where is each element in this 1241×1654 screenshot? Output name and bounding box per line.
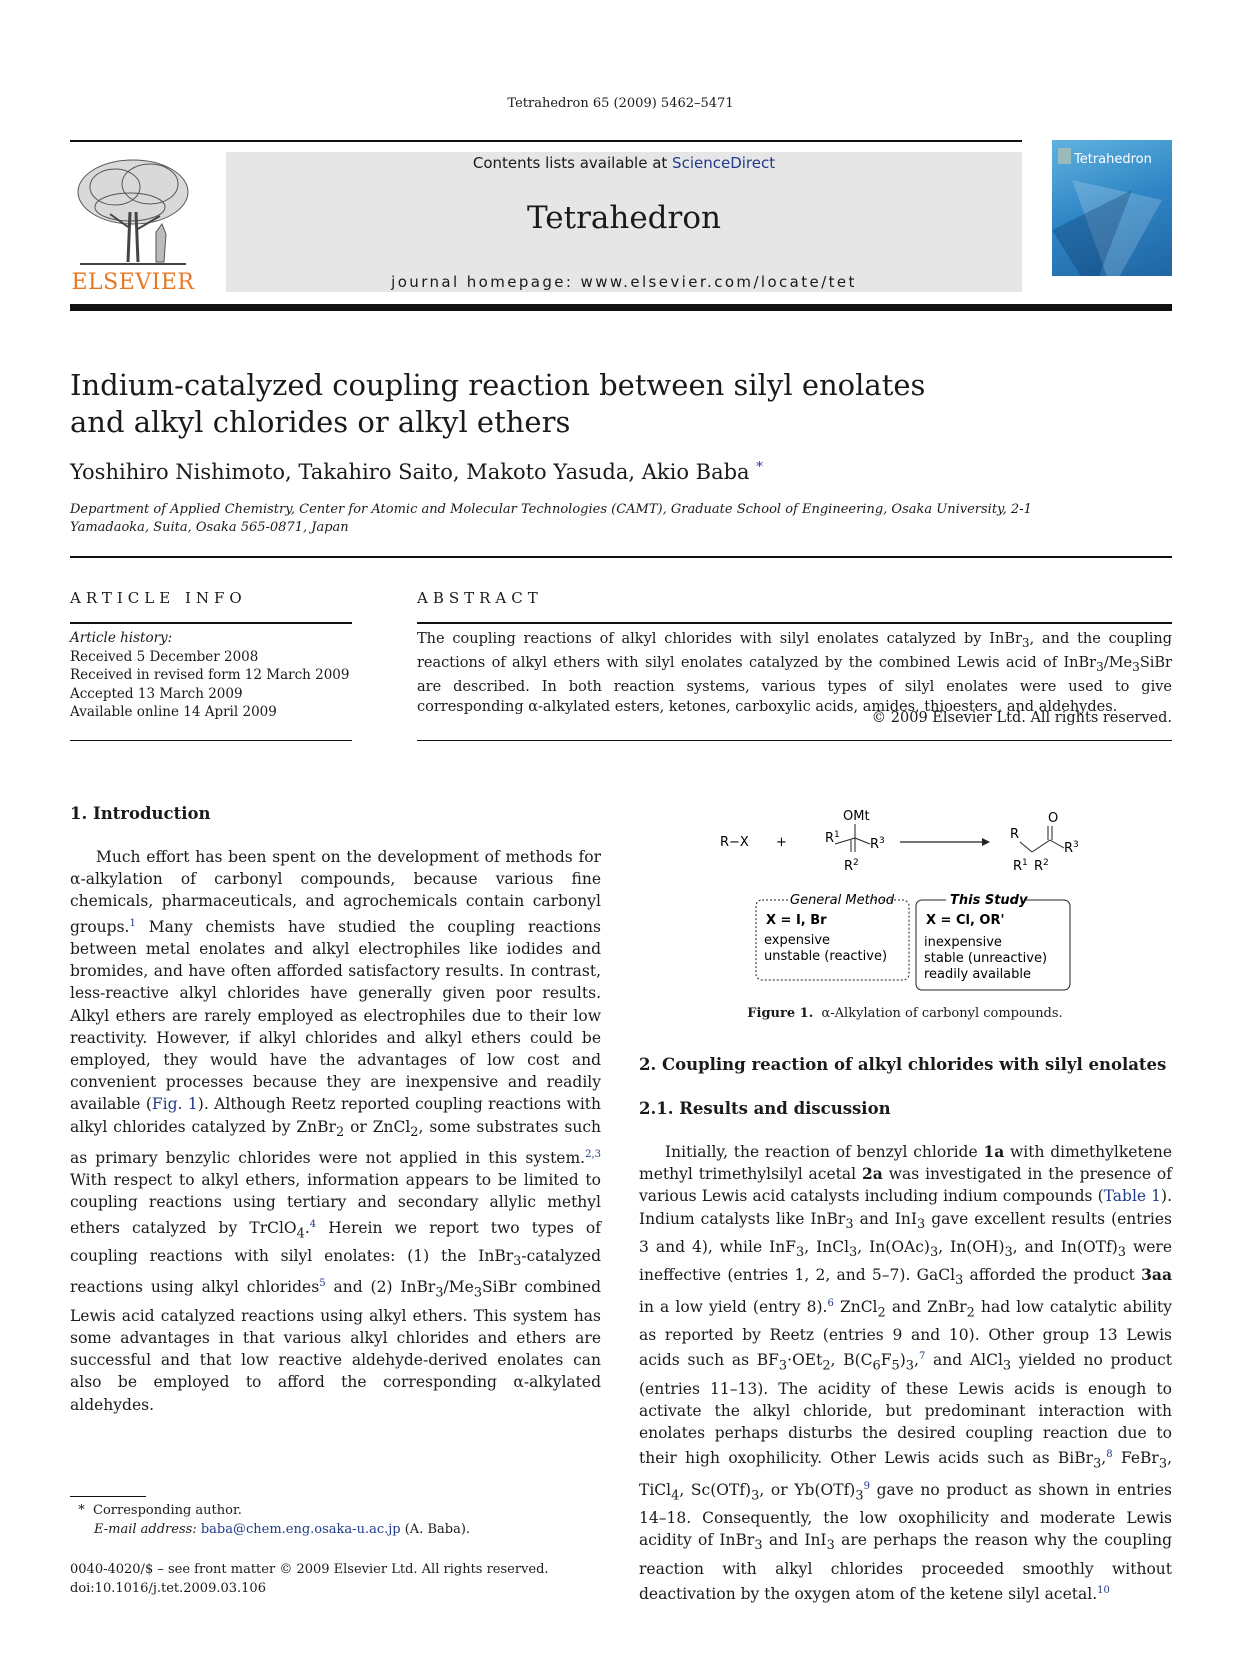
- article-info-rule-top: [70, 622, 352, 624]
- figure-ref-link[interactable]: Fig. 1: [151, 1095, 198, 1114]
- email-label: E-mail address:: [94, 1522, 197, 1537]
- header-rule-bottom: [70, 304, 1172, 311]
- this-study-line2: stable (unreactive): [924, 951, 1048, 966]
- general-method-x: X = I, Br: [766, 913, 827, 928]
- abstract-text: The coupling reactions of alkyl chlorides with silyl enolates catalyzed by InBr$_3$, and the coupling reactions of alkyl ethers with silyl enolates catalyzed by the combined Lewis acid of $InBr_3/Me_3SiBr$ are described. In both reaction systems, various types of silyl enolates were used to give corresponding α-alkylated esters, ketones, carboxylic acids, amides, thioesters, and aldehydes.: [417, 631, 1172, 715]
- issn-line: 0040-4020/$ – see front matter © 2009 Elsevier Ltd. All rights reserved.: [70, 1562, 549, 1577]
- omt-label: OMt: [843, 809, 870, 824]
- reaction-arrowhead: [982, 838, 990, 846]
- abstract-copyright: © 2009 Elsevier Ltd. All rights reserved.: [871, 710, 1172, 726]
- figure-caption-text: α-Alkylation of carbonyl compounds.: [821, 1006, 1063, 1021]
- this-study-line3: readily available: [924, 967, 1032, 982]
- figure-1-scheme: [720, 800, 1100, 1000]
- figure-1-caption: [640, 1006, 1170, 1021]
- table-ref-link[interactable]: Table 1: [1103, 1187, 1162, 1206]
- sciencedirect-link[interactable]: ScienceDirect: [672, 154, 776, 172]
- email-link[interactable]: baba@chem.eng.osaka-u.ac.jp: [200, 1522, 401, 1537]
- ref-link[interactable]: 8: [1106, 1449, 1113, 1461]
- this-study-x: X = Cl, OR': [926, 913, 1005, 928]
- journal-homepage[interactable]: journal homepage: www.elsevier.com/locate/tet: [391, 273, 857, 291]
- contents-prefix: Contents lists available at: [472, 154, 673, 172]
- journal-name: Tetrahedron: [527, 200, 721, 236]
- authors-text: Yoshihiro Nishimoto, Takahiro Saito, Makoto Yasuda, Akio Baba: [70, 460, 750, 484]
- front-matter: [70, 1560, 549, 1598]
- section-2-1-paragraph: Initially, the reaction of benzyl chloride 1a with dimethylketene methyl trimethylsilyl acetal 2a was investigated in the presence of various Lewis acid catalysts including indium compounds (Table 1). Indium catalysts like InBr$_3$ and InI$_3$ gave excellent results (entries 3 and 4), while InF$_3$, InCl$_3$, $In(OAc)_3$, $In(OH)_3$, and $In(OTf)_3$ were ineffective (entries 1, 2, and 5–7). GaCl$_3$ afforded the product 3aa in a low yield (entry 8).$^6$ ZnCl$_2$ and ZnBr$_2$ had low catalytic ability as reported by Reetz (entries 9 and 10). Other group 13 Lewis acids such as $BF_3\cdot OEt_2$, $B(C_6F_5)_3,^7$ and AlCl$_3$ yielded no product (entries 11–13). The acidity of these Lewis acids is enough to activate the alkyl chloride, but predominant interaction with enolates perhaps disturbs the desired coupling reaction due to their high oxophilicity. Other Lewis acids such as BiBr$_3$,$^8$ FeBr$_3$, TiCl$_4$, $Sc(OTf)_3$, or $Yb(OTf)_3^9$ gave no product as shown in entries 14–18. Consequently, the low oxophilicity and moderate Lewis acidity of InBr$_3$ and InI$_3$ are perhaps the reason why the coupling reaction with alkyl chlorides proceeded smoothly without deactivation by the oxygen atom of the ketene silyl acetal.$^{10}$: [639, 1142, 1173, 1603]
- affiliation-rule: [70, 556, 1172, 558]
- article-info-heading: ARTICLE INFO: [70, 589, 247, 607]
- ref-link[interactable]: 10: [1097, 1584, 1110, 1596]
- author-list: [70, 460, 763, 484]
- history-online: Available online 14 April 2009: [70, 704, 277, 720]
- footnote-label: Corresponding author.: [93, 1503, 242, 1518]
- footnote-mark: *: [78, 1503, 85, 1518]
- ref-link[interactable]: 4: [309, 1218, 317, 1230]
- introduction-paragraph: Much effort has been spent on the development of methods for α-alkylation of carbonyl compounds, because various fine chemicals, pharmaceuticals, and agrochemicals contain carbonyl groups.$^1$ Many chemists have studied the coupling reactions between metal enolates and alkyl electrophiles like iodides and bromides, and have often afforded satisfactory results. In contrast, less-reactive alkyl chlorides have generally given poor results. Alkyl ethers are rarely employed as electrophiles due to their low reactivity. However, if alkyl chlorides and alkyl ethers could be employed, they would have the advantages of low cost and convenient processes because they are inexpensive and readily available (Fig. 1). Although Reetz reported coupling reactions with alkyl chlorides catalyzed by ZnBr$_2$ or ZnCl$_2$, some substrates such as primary benzylic chlorides were not applied in this system.$^{2,3}$ With respect to alkyl ethers, information appears to be limited to coupling reactions using tertiary and secondary allylic methyl ethers catalyzed by TrClO$_4$.$^4$ Herein we report two types of coupling reactions with silyl enolates: (1) the InBr$_3$-catalyzed reactions using alkyl chlorides$^5$ and (2) $InBr_3/Me_3SiBr$ combined Lewis acid catalyzed reactions using alkyl ethers. This system has some advantages in that various alkyl chlorides and ethers are successful and that low reactive aldehyde-derived enolates can also be employed to afford the corresponding α-alkylated aldehydes.: [70, 848, 601, 1414]
- history-accepted: Accepted 13 March 2009: [70, 685, 243, 702]
- reagent-rx: R−X: [720, 835, 749, 850]
- history-revised: Received in revised form 12 March 2009: [70, 667, 350, 683]
- footnote: [70, 1501, 470, 1539]
- product-r2-label: $R^2$: [1034, 858, 1049, 874]
- r1-label: $R^1$: [825, 830, 840, 846]
- ref-link[interactable]: 7: [918, 1351, 926, 1363]
- abstract-heading: ABSTRACT: [417, 589, 543, 607]
- corresponding-author-mark[interactable]: *: [756, 460, 763, 475]
- article-title: Indium-catalyzed coupling reaction between silyl enolates and alkyl chlorides or alkyl ethers: [70, 368, 926, 439]
- ref-link[interactable]: 2,3: [585, 1148, 601, 1160]
- history-received: Received 5 December 2008: [70, 648, 259, 665]
- introduction-heading: 1. Introduction: [70, 804, 211, 823]
- history-label: Article history:: [70, 630, 173, 646]
- section-2-1-heading: 2.1. Results and discussion: [639, 1099, 891, 1118]
- product-r1-label: $R^1$: [1013, 858, 1028, 874]
- ref-link[interactable]: 6: [827, 1297, 834, 1309]
- abstract-rule-top: [417, 622, 1172, 624]
- header-rule-top: [70, 140, 1022, 142]
- section-2-heading: 2. Coupling reaction of alkyl chlorides with silyl enolates: [639, 1055, 1167, 1074]
- article-history: [70, 629, 349, 722]
- product-r3-label: $R^3$: [1064, 840, 1079, 856]
- email-owner: (A. Baba).: [404, 1522, 471, 1537]
- figure-caption-label: Figure 1.: [747, 1006, 814, 1021]
- ref-link[interactable]: 9: [863, 1480, 870, 1492]
- abstract-rule-bottom: [417, 740, 1172, 741]
- ref-link[interactable]: 5: [319, 1278, 326, 1290]
- contents-available: [226, 154, 1022, 172]
- general-method-line1: expensive: [764, 933, 831, 948]
- doi-link[interactable]: doi:10.1016/j.tet.2009.03.106: [70, 1581, 266, 1596]
- this-study-title: This Study: [950, 893, 1028, 908]
- elsevier-wordmark: ELSEVIER: [71, 270, 195, 295]
- journal-cover-thumbnail: [1052, 140, 1172, 294]
- cover-graphic: [1052, 140, 1172, 294]
- journal-citation: Tetrahedron 65 (2009) 5462–5471: [507, 96, 734, 111]
- general-method-title: General Method: [790, 893, 895, 908]
- plus-sign: +: [776, 835, 787, 850]
- general-method-line2: unstable (reactive): [764, 949, 888, 964]
- bond-r3: [855, 838, 870, 844]
- cover-title: Tetrahedron: [1074, 152, 1152, 167]
- product-oxygen: O: [1048, 811, 1059, 826]
- ref-link[interactable]: 1: [129, 917, 136, 929]
- article-info-rule-bottom: [70, 740, 352, 741]
- product-r-label: R: [1010, 827, 1020, 842]
- r2-label: $R^2$: [844, 858, 859, 874]
- footnote-rule: [70, 1496, 146, 1497]
- r3-label: $R^3$: [870, 836, 885, 852]
- affiliation: Department of Applied Chemistry, Center for Atomic and Molecular Technologies (CAMT), Graduate School of Engineering, Osaka University, 2-1 Yamadaoka, Suita, Osaka 565-0871, Japan: [70, 502, 1032, 535]
- this-study-line1: inexpensive: [924, 935, 1002, 950]
